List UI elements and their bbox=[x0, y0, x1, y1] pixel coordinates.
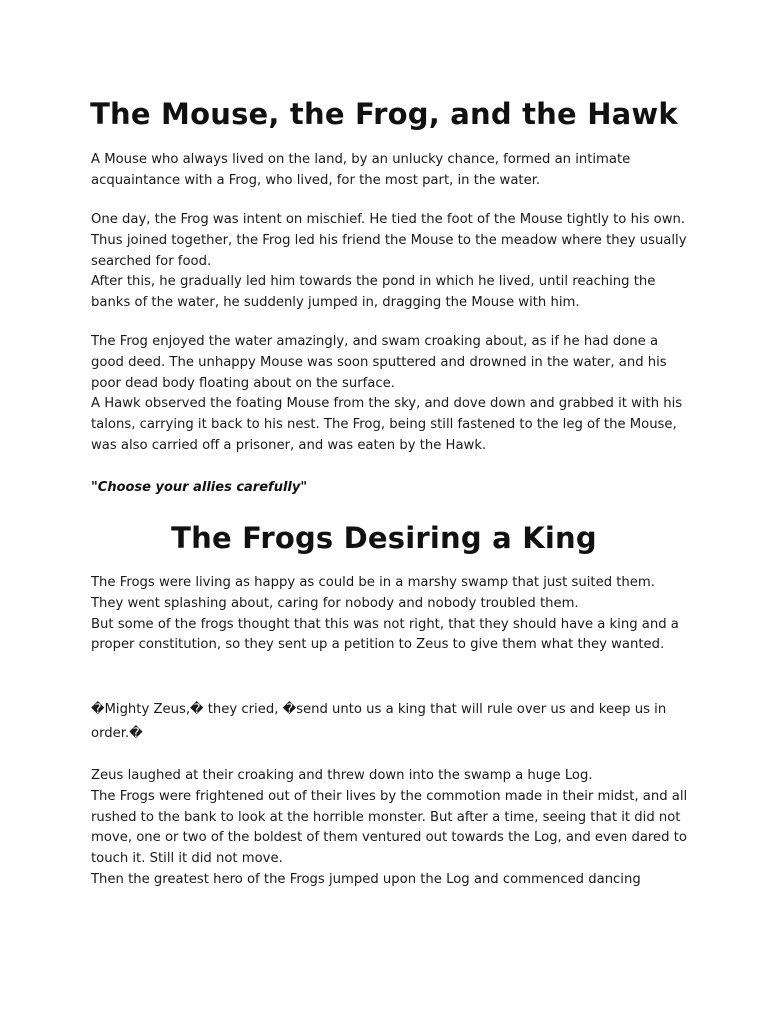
story2-title: The Frogs Desiring a King bbox=[171, 521, 597, 555]
story2-paragraph-1-sentence: But some of the frogs thought that this was not right, that they should have a king and a proper constitution, so they sent up a petition to Zeus to give them what they wanted. bbox=[91, 616, 679, 653]
story2-paragraph-3 bbox=[91, 766, 691, 891]
story2-paragraph-3-sentence: Then the greatest hero of the Frogs jumped upon the Log and commenced dancing bbox=[91, 871, 641, 887]
story1-paragraph-2 bbox=[91, 210, 691, 314]
story2-paragraph-3-sentence: Zeus laughed at their croaking and threw down into the swamp a huge Log. bbox=[91, 768, 593, 783]
story1-paragraph-3 bbox=[91, 332, 691, 457]
story1-paragraph-3-sentence: The Frog enjoyed the water amazingly, and swam croaking about, as if he had done a good deed. The unhappy Mouse was soon sputtered and drowned in the water, and his poor dead body floating about on the surface. bbox=[91, 334, 667, 391]
story2-paragraph-1-sentence: The Frogs were living as happy as could be in a marshy swamp that just suited them. They went splashing about, caring for nobody and nobody troubled them. bbox=[91, 575, 655, 611]
story2-paragraph-1 bbox=[91, 573, 691, 656]
story1-paragraph-1 bbox=[91, 150, 691, 192]
story1-paragraph-2-sentence: One day, the Frog was intent on mischief. He tied the foot of the Mouse tightly to his own. Thus joined together, the Frog led his friend the Mouse to the meadow where they usually searched for food. bbox=[91, 212, 687, 269]
story1-paragraph-3-sentence: A Hawk observed the foating Mouse from the sky, and dove down and grabbed it with his talons, carrying it back to his nest. The Frog, being still fastened to the leg of the Mouse, was also carried off a prisoner, and was eaten by the Hawk. bbox=[91, 396, 683, 453]
story2-paragraph-3-sentence: The Frogs were frightened out of their lives by the commotion made in their midst, and all rushed to the bank to look at the horrible monster. But after a time, seeing that it did not move, one or two of the boldest of them ventured out towards the Log, and even dared to touch it. Still it did not move. bbox=[91, 788, 688, 867]
story2-paragraph-2 bbox=[91, 698, 691, 746]
story1-title: The Mouse, the Frog, and the Hawk bbox=[90, 97, 678, 131]
story1-moral: "Choose your allies carefully" bbox=[91, 480, 308, 495]
story1-paragraph-2-sentence: After this, he gradually led him towards the pond in which he lived, until reaching the banks of the water, he suddenly jumped in, dragging the Mouse with him. bbox=[91, 274, 656, 311]
story2-quote: �Mighty Zeus,� they cried, �send unto us a king that will rule over us and keep us in order.� bbox=[91, 702, 667, 741]
story1-paragraph-1-line: A Mouse who always lived on the land, by an unlucky chance, formed an intimate acquaintance with a Frog, who lived, for the most part, in the water. bbox=[91, 152, 631, 188]
